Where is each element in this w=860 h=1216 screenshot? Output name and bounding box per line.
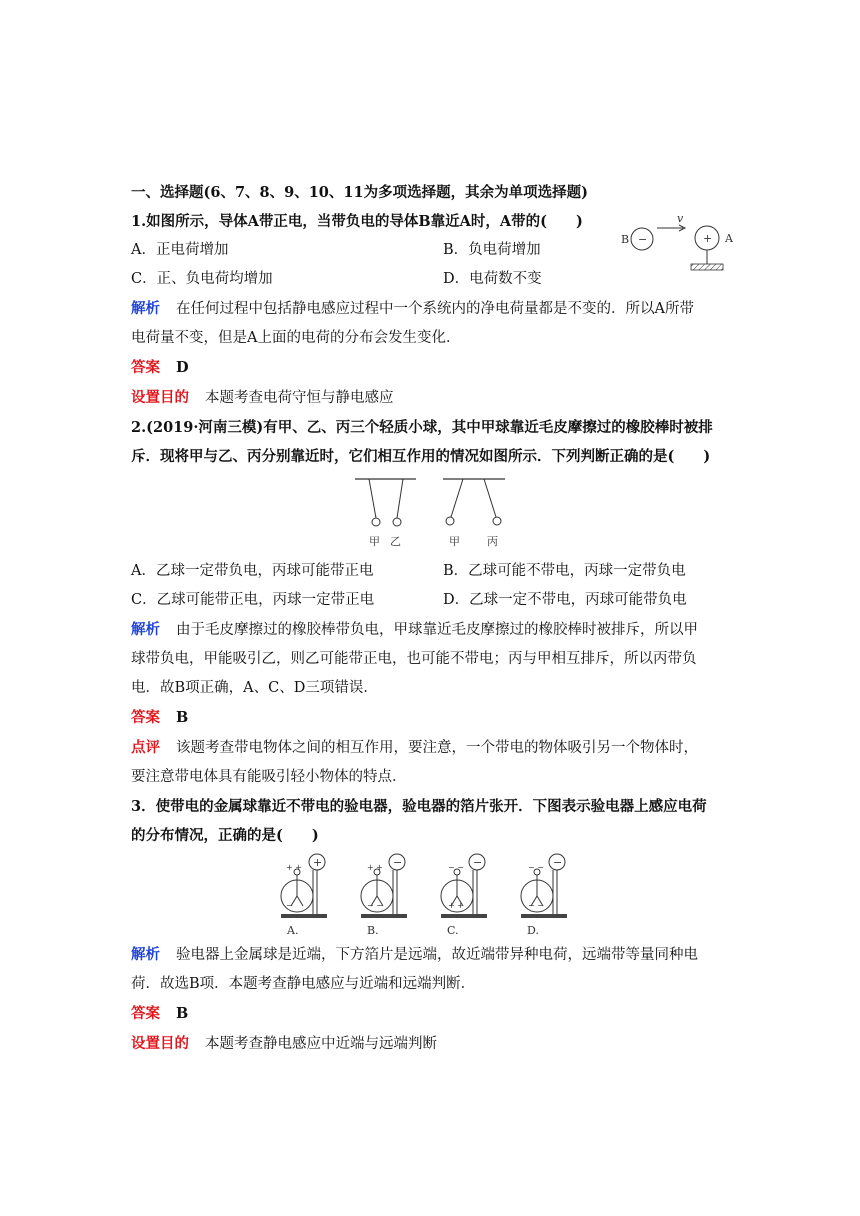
- q1-stem: 1.如图所示，导体A带正电，当带负电的导体B靠近A时，A带的( ): [131, 213, 583, 230]
- q2-analysis: [131, 615, 731, 703]
- q1-option-b: B．负电荷增加: [443, 242, 541, 258]
- q3-purpose: [131, 1029, 731, 1059]
- svg-text:−: −: [473, 856, 483, 869]
- q1-answer: [131, 353, 731, 383]
- svg-text:− −: − −: [367, 901, 383, 910]
- q1-options-row2: [131, 265, 731, 294]
- q2-fig-bing: 丙: [487, 535, 498, 548]
- q2-option-d: D．乙球一定不带电，丙球可能带负电: [443, 592, 687, 608]
- q1-fig-label-v: v: [677, 212, 684, 225]
- q2-stem-line2: 斥．现将甲与乙、丙分别靠近时，它们相互作用的情况如图所示．下列判断正确的是( ): [131, 448, 711, 465]
- q1-option-a: A．正电荷增加: [131, 242, 229, 258]
- q2-comment-tag: 点评: [131, 739, 160, 756]
- svg-text:− −: − −: [528, 863, 544, 872]
- q3-answer: [131, 999, 731, 1029]
- q2-figure: [131, 471, 731, 557]
- q2-stem-line1: 2.(2019·河南三模)有甲、乙、丙三个轻质小球，其中甲球靠近毛皮摩擦过的橡胶棒时被排: [131, 419, 713, 436]
- svg-text:+ +: + +: [367, 863, 383, 872]
- q3-analysis-line1: 验电器上金属球是近端，下方箔片是远端，故近端带异种电荷，远端带等量同种电: [176, 947, 698, 963]
- q3-analysis-tag: 解析: [131, 946, 160, 963]
- svg-text:−: −: [393, 856, 403, 869]
- q2-option-c: C．乙球可能带正电，丙球一定带正电: [131, 592, 375, 608]
- q3-figure: [131, 850, 731, 940]
- q3-fig-label-a: A.: [287, 924, 299, 937]
- q2-analysis-line1: 由于毛皮摩擦过的橡胶棒带负电，甲球靠近毛皮摩擦过的橡胶棒时被排斥，所以甲: [176, 622, 698, 638]
- q1-fig-label-a: A: [725, 232, 733, 245]
- q1-analysis: [131, 294, 731, 353]
- q1-fig-label-b: B: [621, 233, 630, 246]
- q3-electroscope-d: [521, 854, 567, 937]
- q2-analysis-line2: 球带负电，甲能吸引乙，则乙可能带正电，也可能不带电；丙与甲相互排斥，所以丙带负: [131, 651, 697, 667]
- q1-purpose: [131, 383, 731, 413]
- q2-analysis-line3: 电．故B项正确，A、C、D三项错误．: [131, 680, 378, 696]
- q3-fig-label-b: B.: [367, 924, 379, 937]
- q3-fig-label-d: D.: [527, 924, 539, 937]
- q2-options-row2: [131, 586, 731, 615]
- q2-fig-yi: 乙: [390, 535, 401, 548]
- q1-fig-minus: −: [638, 233, 648, 246]
- svg-text:− −: − −: [448, 863, 464, 872]
- q2-stem: [131, 413, 731, 471]
- svg-text:−: −: [553, 856, 563, 869]
- q2-comment: [131, 733, 731, 792]
- q1-analysis-tag: 解析: [131, 300, 160, 317]
- q2-answer-value: B: [176, 709, 189, 726]
- q2-answer-tag: 答案: [131, 709, 160, 726]
- q1-answer-value: D: [176, 359, 189, 376]
- q1-fig-plus: +: [703, 232, 713, 245]
- svg-text:− −: − −: [528, 901, 544, 910]
- q1-analysis-line1: 在任何过程中包括静电感应过程中一个系统内的净电荷量都是不变的．所以A所带: [176, 301, 694, 317]
- q3-purpose-text: 本题考查静电感应中近端与远端判断: [205, 1036, 437, 1052]
- q3-stem: [131, 792, 731, 850]
- q3-analysis-line2: 荷．故选B项．本题考查静电感应与近端和远端判断．: [131, 976, 476, 992]
- q3-answer-value: B: [176, 1005, 189, 1022]
- q3-electroscope-c: [441, 854, 487, 937]
- q3-stem-line2: 的分布情况，正确的是( ): [131, 827, 319, 844]
- q3-stem-line1: 3．使带电的金属球靠近不带电的验电器，验电器的箔片张开．下图表示验电器上感应电荷: [131, 798, 707, 815]
- q2-answer: [131, 703, 731, 733]
- document-page: [131, 178, 731, 1059]
- q1-answer-tag: 答案: [131, 359, 160, 376]
- q3-analysis: [131, 940, 731, 999]
- q3-answer-tag: 答案: [131, 1005, 160, 1022]
- q2-analysis-tag: 解析: [131, 621, 160, 638]
- q3-electroscope-b: [361, 854, 407, 937]
- q2-comment-line1: 该题考查带电物体之间的相互作用，要注意，一个带电的物体吸引另一个物体时，: [176, 740, 698, 756]
- q2-fig-jia-1: 甲: [369, 535, 380, 548]
- q1-analysis-line2: 电荷量不变，但是A上面的电荷的分布会发生变化．: [131, 330, 461, 346]
- q1-purpose-text: 本题考查电荷守恒与静电感应: [205, 390, 394, 406]
- q3-electroscope-a: [281, 854, 327, 937]
- q1-purpose-tag: 设置目的: [131, 389, 189, 406]
- svg-text:+: +: [313, 856, 323, 869]
- svg-text:−: −: [286, 901, 293, 910]
- q2-fig-jia-2: 甲: [449, 535, 460, 548]
- q1-option-d: D．电荷数不变: [443, 271, 542, 287]
- q1-option-c: C．正、负电荷均增加: [131, 271, 273, 287]
- q2-option-a: A．乙球一定带负电，丙球可能带正电: [131, 563, 374, 579]
- q2-option-b: B．乙球可能不带电，丙球一定带负电: [443, 563, 686, 579]
- svg-text:+ +: + +: [448, 901, 464, 910]
- q1-options-row1: [131, 236, 731, 265]
- section-title: 一、选择题(6、7、8、9、10、11为多项选择题，其余为单项选择题): [131, 184, 588, 201]
- q3-purpose-tag: 设置目的: [131, 1035, 189, 1052]
- q3-fig-label-c: C.: [447, 924, 459, 937]
- svg-text:+ +: + +: [286, 863, 302, 872]
- q2-comment-line2: 要注意带电体具有能吸引轻小物体的特点．: [131, 769, 407, 785]
- q2-options-row1: [131, 557, 731, 586]
